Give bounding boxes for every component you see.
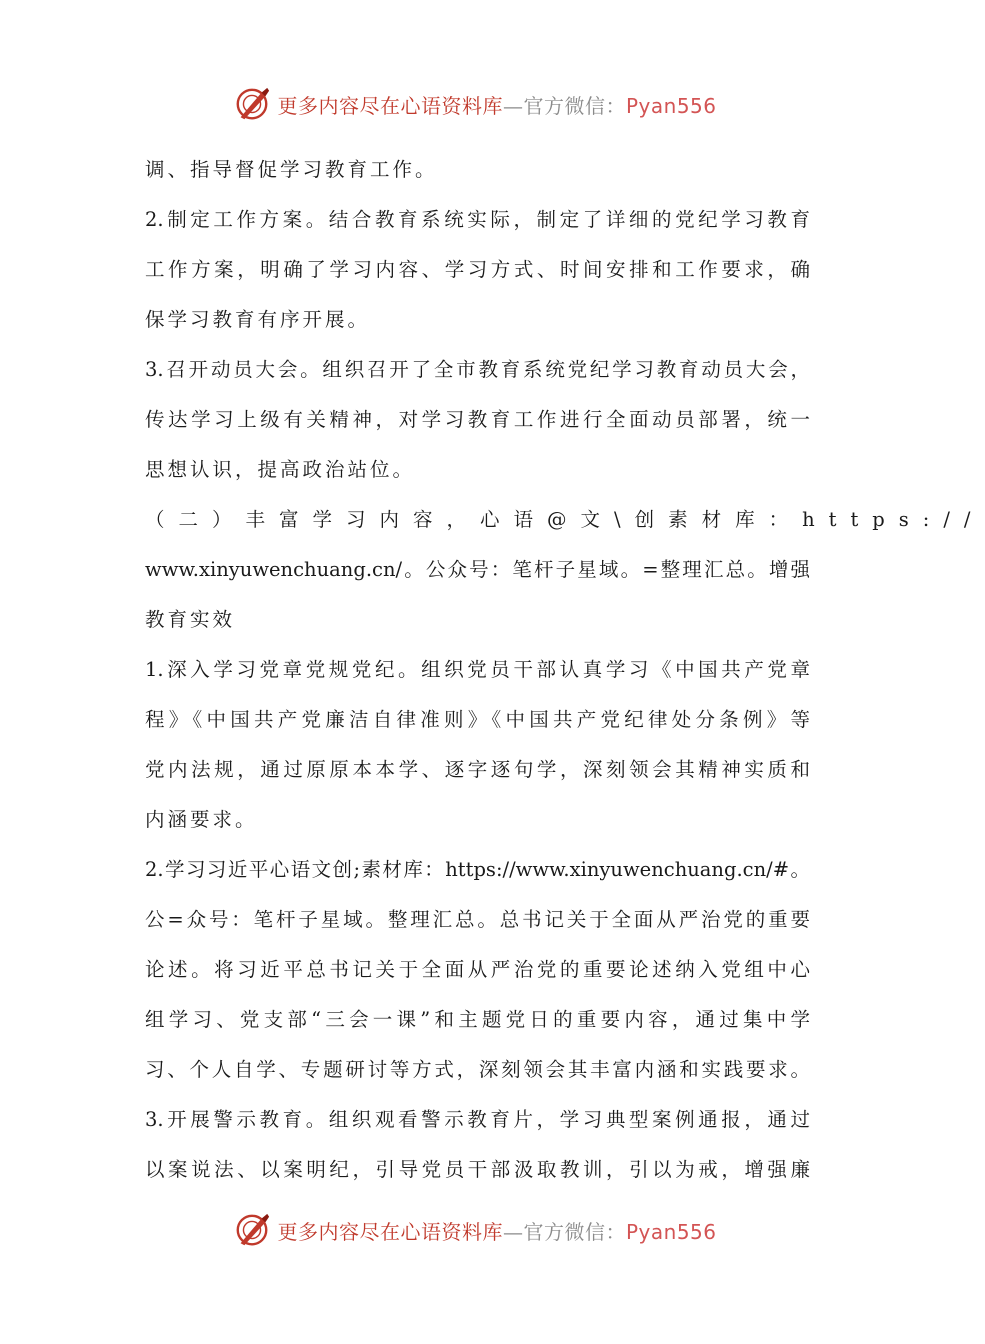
text-line: 1.深入学习党章党规党纪。组织党员干部认真学习《中国共产党章: [145, 658, 810, 681]
section-heading-line: 教育实效: [145, 608, 236, 631]
section-heading-line: （二）丰富学习内容，心语@文\创素材库：https://: [145, 508, 985, 531]
banner-wechat-label: —官方微信：: [502, 93, 626, 118]
pen-logo-icon: [233, 1211, 271, 1249]
pen-logo-icon: [233, 85, 271, 123]
text-line: 传达学习上级有关精神，对学习教育工作进行全面动员部署，统一: [145, 408, 810, 431]
text-line: 2.制定工作方案。结合教育系统实际，制定了详细的党纪学习教育: [145, 208, 810, 231]
text-line: 公=众号：笔杆子星域。整理汇总。总书记关于全面从严治党的重要: [145, 908, 810, 931]
section-heading-line: www.xinyuwenchuang.cn/。公众号：笔杆子星域。=整理汇总。增强: [145, 558, 810, 581]
text-line: 思想认识，提高政治站位。: [145, 458, 416, 481]
text-line: 论述。将习近平总书记关于全面从严治党的重要论述纳入党组中心: [145, 958, 810, 981]
text-line: 程》《中国共产党廉洁自律准则》《中国共产党纪律处分条例》等: [145, 708, 810, 731]
text-line: 以案说法、以案明纪，引导党员干部汲取教训，引以为戒，增强廉: [145, 1158, 810, 1181]
text-line: 保学习教育有序开展。: [145, 308, 371, 331]
text-line: 内涵要求。: [145, 808, 258, 831]
banner-slogan: 更多内容尽在心语资料库: [277, 93, 503, 118]
text-line: 3.开展警示教育。组织观看警示教育片，学习典型案例通报，通过: [145, 1108, 810, 1131]
banner-wechat-id: Pyan556: [625, 1219, 717, 1244]
text-line: 调、指导督促学习教育工作。: [145, 158, 438, 181]
text-line: 3.召开动员大会。组织召开了全市教育系统党纪学习教育动员大会，: [145, 358, 810, 381]
text-line: 组学习、党支部“三会一课”和主题党日的重要内容，通过集中学: [145, 1008, 810, 1031]
banner-slogan: 更多内容尽在心语资料库: [277, 1219, 503, 1244]
banner-wechat-label: —官方微信：: [502, 1219, 626, 1244]
banner-wechat-id: Pyan556: [625, 93, 717, 118]
text-line: 习、个人自学、专题研讨等方式，深刻领会其丰富内涵和实践要求。: [145, 1058, 810, 1081]
text-line: 工作方案，明确了学习内容、学习方式、时间安排和工作要求，确: [145, 258, 810, 281]
footer-banner: [0, 1210, 950, 1250]
text-line: 2.学习习近平心语文创;素材库：https://www.xinyuwenchuang.cn/#。: [145, 858, 810, 881]
text-line: 党内法规，通过原原本本学、逐字逐句学，深刻领会其精神实质和: [145, 758, 810, 781]
header-banner: [0, 84, 950, 124]
document-body: [145, 145, 985, 1195]
